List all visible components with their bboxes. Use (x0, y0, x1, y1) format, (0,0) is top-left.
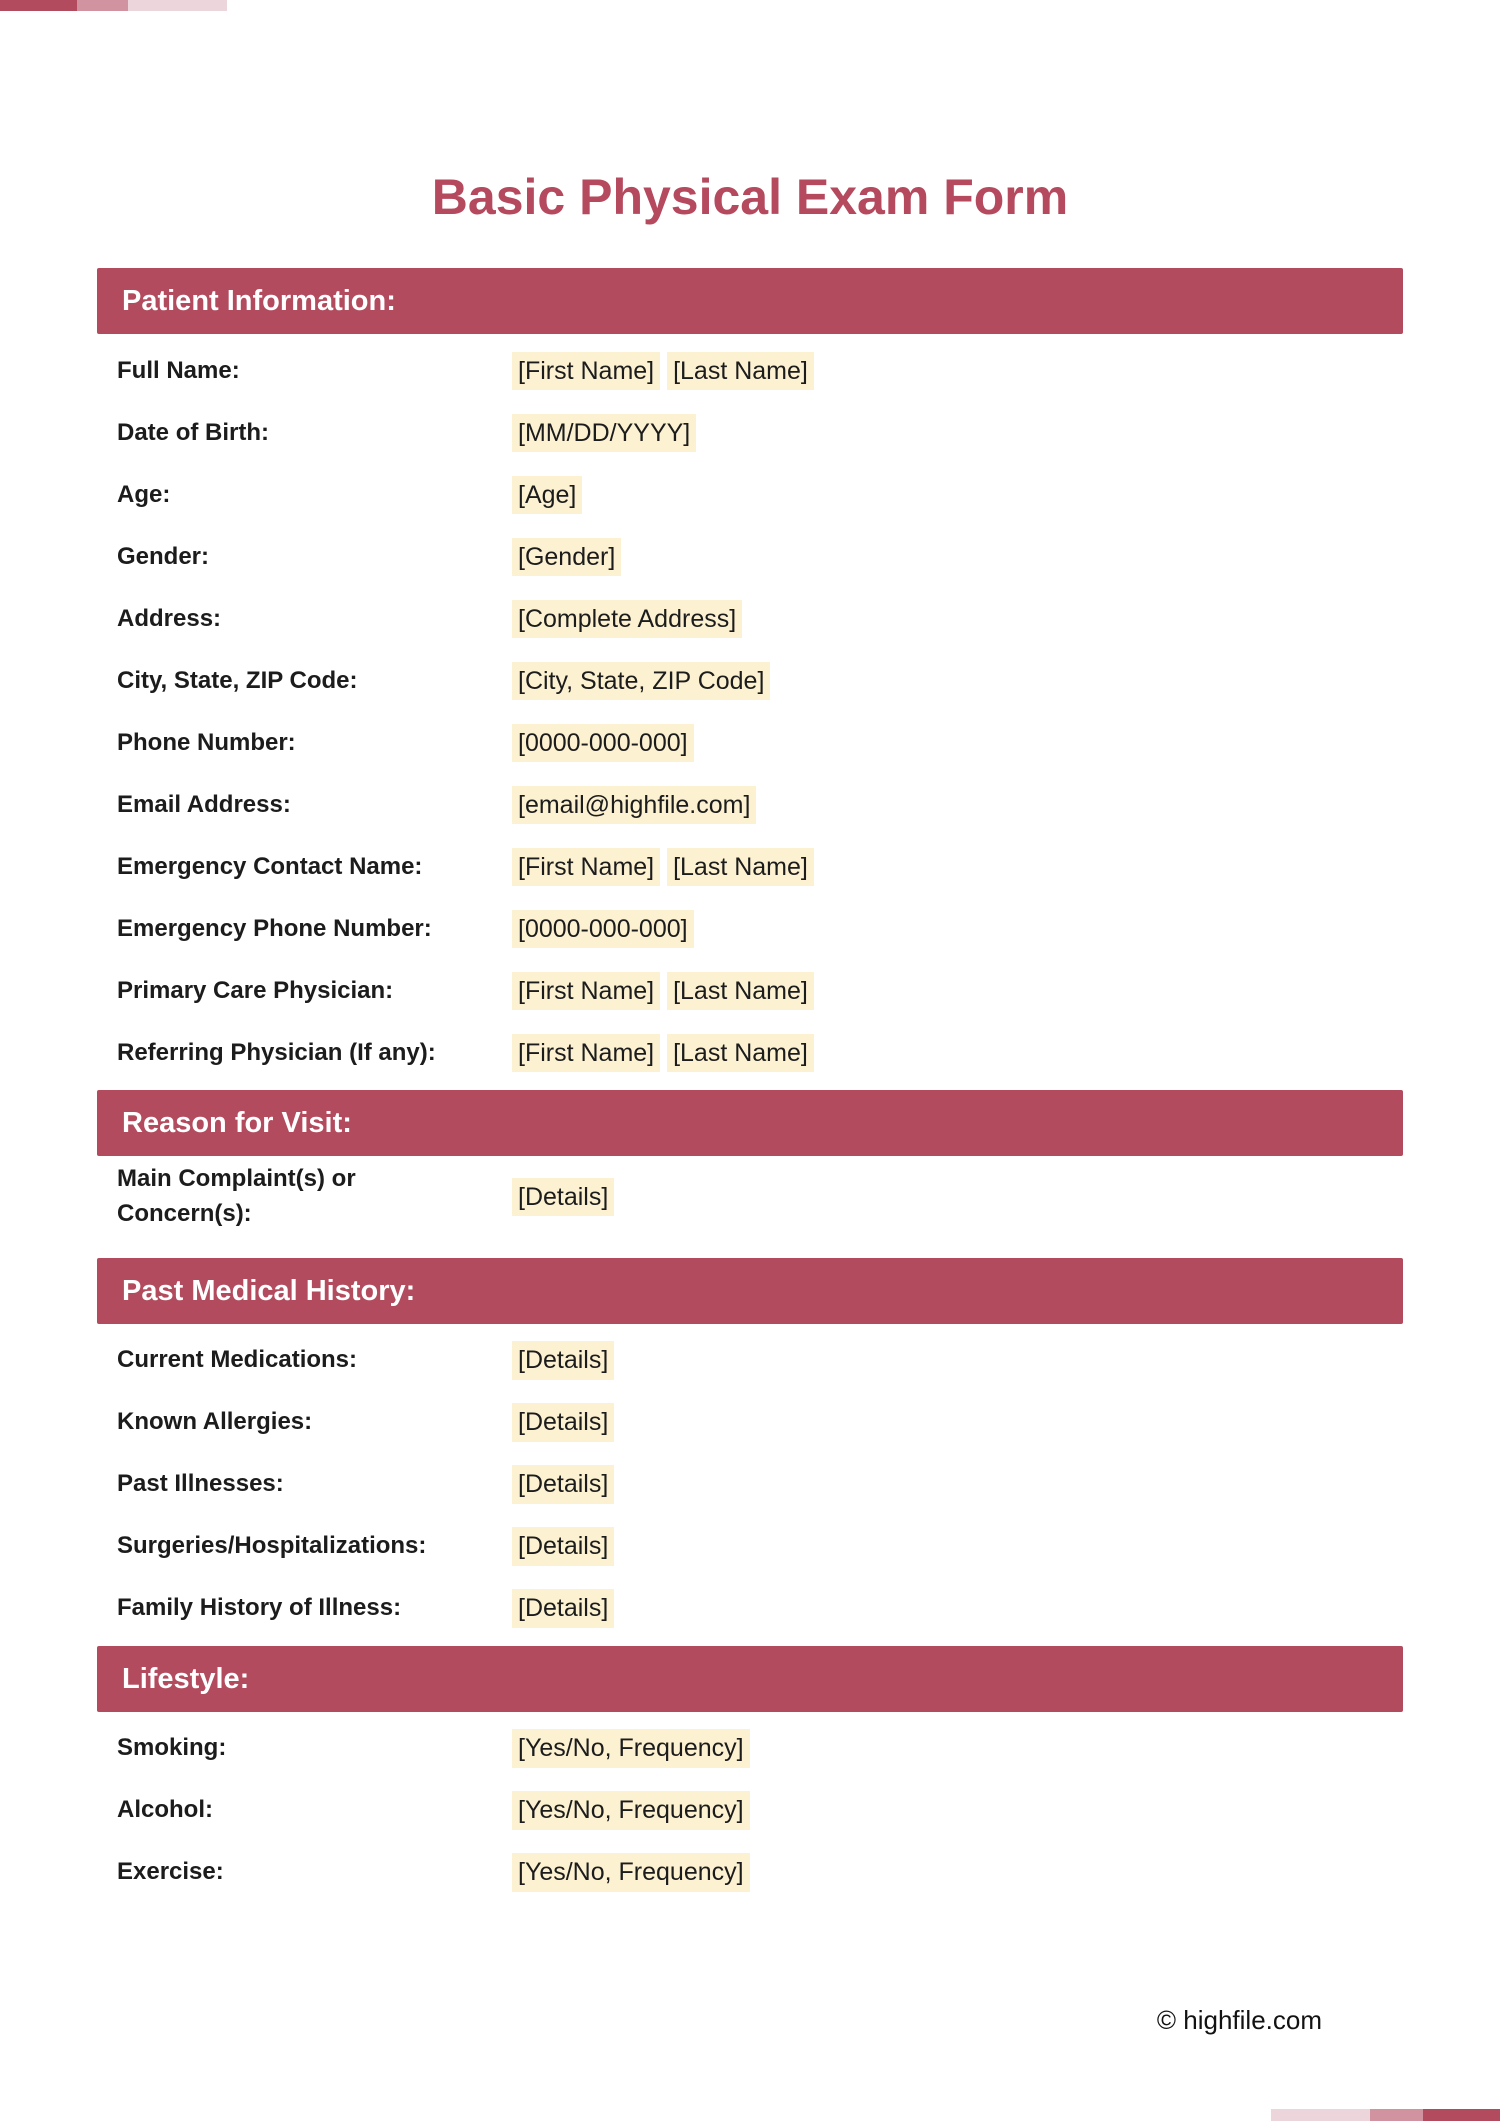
form-row (97, 650, 1403, 712)
field-placeholder[interactable]: [Complete Address] (512, 600, 742, 639)
form-row (97, 1330, 1403, 1392)
field-label: Age: (117, 480, 171, 508)
section-rows (97, 334, 1403, 1090)
field-label: Primary Care Physician: (117, 976, 394, 1004)
section-header (97, 1258, 1403, 1324)
page-title: Basic Physical Exam Form (431, 169, 1069, 225)
field-label: City, State, ZIP Code: (117, 666, 358, 694)
form-row (97, 402, 1403, 464)
field-placeholder[interactable]: [First Name] (512, 848, 660, 887)
footer-credit: © highfile.com (1156, 2005, 1322, 2035)
section-header (97, 1646, 1403, 1712)
field-label: Emergency Contact Name: (117, 852, 423, 880)
field-value (512, 1403, 614, 1442)
field-placeholder[interactable]: [Details] (512, 1465, 614, 1504)
field-value (512, 352, 814, 391)
field-value (512, 786, 756, 825)
field-placeholder[interactable]: [Details] (512, 1589, 614, 1628)
field-placeholder[interactable]: [Yes/No, Frequency] (512, 1729, 750, 1768)
field-label: Current Medications: (117, 1346, 358, 1374)
field-placeholder[interactable]: [Details] (512, 1403, 614, 1442)
field-label: Email Address: (117, 790, 291, 818)
form-row (97, 1454, 1403, 1516)
field-label: Surgeries/Hospitalizations: (117, 1532, 427, 1560)
form-row (97, 340, 1403, 402)
field-label: Referring Physician (If any): (117, 1038, 436, 1066)
field-label: Phone Number: (117, 728, 296, 756)
field-placeholder[interactable]: [First Name] (512, 1034, 660, 1073)
field-placeholder[interactable]: [0000-000-000] (512, 910, 694, 949)
field-placeholder[interactable]: [First Name] (512, 972, 660, 1011)
field-label: Full Name: (117, 356, 240, 384)
form-row (97, 526, 1403, 588)
field-value (512, 848, 814, 887)
field-placeholder[interactable]: [First Name] (512, 352, 660, 391)
section-rows (97, 1712, 1403, 1910)
field-placeholder[interactable]: [Details] (512, 1527, 614, 1566)
field-value (512, 1178, 614, 1217)
corner-bar (1423, 2109, 1500, 2121)
section-rows (97, 1156, 1403, 1258)
form-row (97, 1162, 1403, 1232)
field-placeholder[interactable]: [Age] (512, 476, 582, 515)
section-header-label: Past Medical History: (122, 1274, 416, 1307)
field-placeholder[interactable]: [email@highfile.com] (512, 786, 756, 825)
form-row (97, 1718, 1403, 1780)
field-label: Known Allergies: (117, 1408, 313, 1436)
field-value (512, 1465, 614, 1504)
form-row (97, 464, 1403, 526)
field-placeholder[interactable]: [Last Name] (667, 848, 814, 887)
form-row (97, 712, 1403, 774)
form-row (97, 1780, 1403, 1842)
form-row (97, 1392, 1403, 1454)
field-label: Exercise: (117, 1858, 224, 1886)
field-placeholder[interactable]: [Last Name] (667, 352, 814, 391)
field-value (512, 972, 814, 1011)
form-row (97, 774, 1403, 836)
form-section (97, 1090, 1403, 1258)
field-label: Family History of Illness: (117, 1594, 402, 1622)
field-placeholder[interactable]: [Details] (512, 1341, 614, 1380)
field-value (512, 1589, 614, 1628)
field-value (512, 910, 694, 949)
form-section (97, 1646, 1403, 1910)
corner-bar (0, 0, 77, 11)
corner-bar (1370, 2109, 1423, 2121)
field-value (512, 538, 621, 577)
field-value (512, 1791, 750, 1830)
section-header (97, 268, 1403, 334)
field-placeholder[interactable]: [Last Name] (667, 1034, 814, 1073)
section-header-label: Reason for Visit: (122, 1107, 352, 1139)
section-header-label: Patient Information: (122, 285, 396, 317)
field-value (512, 1341, 614, 1380)
field-value (512, 1527, 614, 1566)
field-label: Main Complaint(s) or Concern(s): (117, 1165, 356, 1227)
exam-form (97, 268, 1403, 1910)
field-placeholder[interactable]: [Gender] (512, 538, 621, 577)
form-section (97, 1258, 1403, 1646)
field-placeholder[interactable]: [Details] (512, 1178, 614, 1217)
field-placeholder[interactable]: [Last Name] (667, 972, 814, 1011)
form-row (97, 1022, 1403, 1084)
corner-bar (77, 0, 128, 11)
field-value (512, 724, 694, 763)
form-row (97, 898, 1403, 960)
section-header-label: Lifestyle: (122, 1662, 250, 1695)
form-row (97, 588, 1403, 650)
form-row (97, 1578, 1403, 1640)
form-row (97, 1516, 1403, 1578)
field-label: Address: (117, 604, 222, 632)
field-label: Emergency Phone Number: (117, 914, 432, 942)
form-row (97, 836, 1403, 898)
field-placeholder[interactable]: [City, State, ZIP Code] (512, 662, 770, 701)
field-label: Smoking: (117, 1734, 227, 1762)
field-placeholder[interactable]: [0000-000-000] (512, 724, 694, 763)
corner-bar (128, 0, 227, 11)
field-value (512, 476, 582, 515)
field-value (512, 414, 696, 453)
corner-bar (1271, 2109, 1370, 2121)
field-placeholder[interactable]: [Yes/No, Frequency] (512, 1853, 750, 1892)
form-row (97, 960, 1403, 1022)
field-value (512, 1034, 814, 1073)
corner-decoration-top (0, 0, 227, 11)
field-value (512, 1853, 750, 1892)
corner-decoration-bottom (1271, 2109, 1500, 2121)
field-label: Date of Birth: (117, 418, 269, 446)
field-label: Past Illnesses: (117, 1470, 284, 1498)
field-placeholder[interactable]: [Yes/No, Frequency] (512, 1791, 750, 1830)
form-row (97, 1842, 1403, 1904)
field-placeholder[interactable]: [MM/DD/YYYY] (512, 414, 696, 453)
field-value (512, 600, 742, 639)
field-value (512, 662, 770, 701)
field-value (512, 1729, 750, 1768)
field-label: Gender: (117, 542, 210, 570)
section-rows (97, 1324, 1403, 1646)
field-label: Alcohol: (117, 1796, 213, 1824)
section-header (97, 1090, 1403, 1156)
form-section (97, 268, 1403, 1090)
